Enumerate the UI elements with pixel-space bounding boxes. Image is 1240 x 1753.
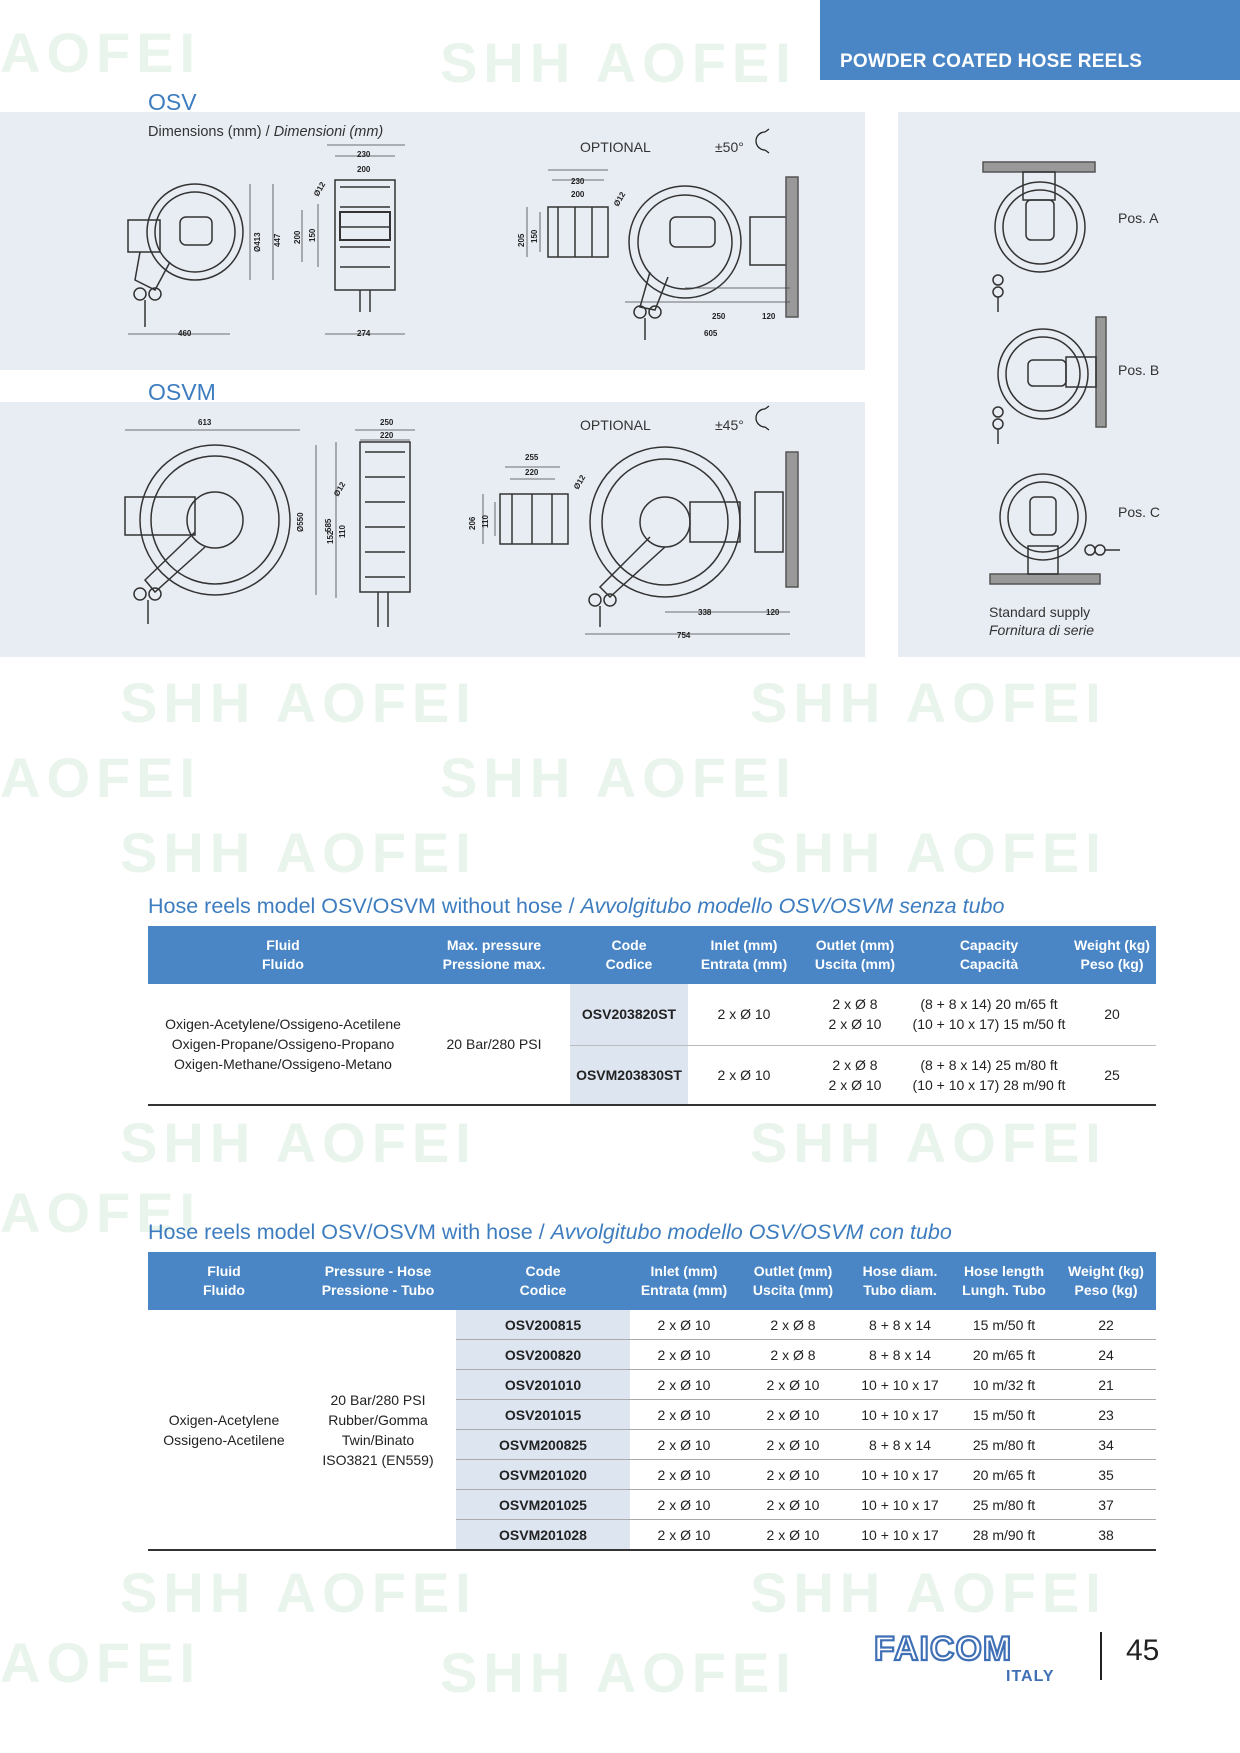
hose-diam-cell: 10 + 10 x 17 bbox=[848, 1490, 952, 1520]
hose-length-cell: 25 m/80 ft bbox=[952, 1430, 1056, 1460]
weight-cell: 23 bbox=[1056, 1400, 1156, 1430]
inlet-cell: 2 x Ø 10 bbox=[630, 1310, 738, 1340]
osv-dim: 150 bbox=[308, 228, 317, 242]
pos-b-mount bbox=[1096, 317, 1106, 427]
outlet-cell: 2 x Ø 10 bbox=[738, 1430, 848, 1460]
inlet-cell: 2 x Ø 10 bbox=[630, 1370, 738, 1400]
hose-length-cell: 28 m/90 ft bbox=[952, 1520, 1056, 1551]
outlet-cell: 2 x Ø 8 2 x Ø 10 bbox=[800, 984, 910, 1045]
col-weight: Weight (kg) Peso (kg) bbox=[1068, 926, 1156, 984]
code-cell: OSV203820ST bbox=[570, 984, 688, 1045]
rotate-arrow-icon bbox=[756, 409, 765, 427]
osv-optional-label: OPTIONAL bbox=[580, 139, 651, 155]
hose-length-cell: 20 m/65 ft bbox=[952, 1460, 1056, 1490]
watermark: AOFEI bbox=[0, 1631, 202, 1694]
watermark: SHH AOFEI bbox=[440, 31, 797, 94]
dimensions-label: Dimensions (mm) / Dimensioni (mm) bbox=[148, 124, 384, 140]
pos-c-mount bbox=[990, 574, 1100, 584]
osvm-dim: 250 bbox=[380, 418, 394, 427]
fluid-cell: Oxigen-Acetylene/Ossigeno-Acetilene Oxigen-Propane/Ossigeno-Propano Oxigen-Methane/Ossigeno-Metano bbox=[148, 984, 418, 1105]
table-without-hose bbox=[148, 926, 1156, 1106]
hose-length-cell: 15 m/50 ft bbox=[952, 1310, 1056, 1340]
osv-dim: 120 bbox=[762, 312, 776, 321]
weight-cell: 25 bbox=[1068, 1045, 1156, 1105]
osvm-dim: Ø12 bbox=[571, 473, 588, 491]
hose-diam-cell: 8 + 8 x 14 bbox=[848, 1340, 952, 1370]
osvm-side-drum bbox=[140, 445, 290, 595]
weight-cell: 22 bbox=[1056, 1310, 1156, 1340]
osvm-dim: 110 bbox=[338, 525, 347, 538]
code-cell: OSVM203830ST bbox=[570, 1045, 688, 1105]
inlet-cell: 2 x Ø 10 bbox=[630, 1340, 738, 1370]
watermark: SHH AOFEI bbox=[120, 1111, 477, 1174]
footer-divider bbox=[1100, 1632, 1102, 1680]
positions-drawings bbox=[898, 112, 1240, 657]
rotate-arrow-icon bbox=[756, 132, 765, 150]
pos-a-mount bbox=[983, 162, 1095, 172]
outlet-cell: 2 x Ø 8 bbox=[738, 1340, 848, 1370]
col-weight: Weight (kg) Peso (kg) bbox=[1056, 1252, 1156, 1310]
osvm-dim: 585 bbox=[324, 518, 333, 532]
osv-front-drum bbox=[335, 180, 395, 290]
inlet-cell: 2 x Ø 10 bbox=[630, 1520, 738, 1551]
pos-b-label: Pos. B bbox=[1118, 362, 1160, 378]
header-tab bbox=[820, 0, 1240, 80]
osvm-angle-label: ±45° bbox=[715, 417, 744, 433]
code-cell: OSVM200825 bbox=[456, 1430, 630, 1460]
capacity-cell: (8 + 8 x 14) 20 m/65 ft (10 + 10 x 17) 15 m/50 ft bbox=[910, 984, 1068, 1045]
outlet-cell: 2 x Ø 8 bbox=[738, 1310, 848, 1340]
col-capacity: Capacity Capacità bbox=[910, 926, 1068, 984]
osv-dim: 230 bbox=[357, 150, 371, 159]
table-header bbox=[148, 926, 1156, 984]
col-code: Code Codice bbox=[456, 1252, 630, 1310]
osv-angle-label: ±50° bbox=[715, 139, 744, 155]
osvm-dim: 613 bbox=[198, 418, 212, 427]
table1-title: Hose reels model OSV/OSVM without hose / Avvolgitubo modello OSV/OSVM senza tubo bbox=[148, 894, 1005, 918]
col-fluid: Fluid Fluido bbox=[148, 926, 418, 984]
col-hose-diam: Hose diam. Tubo diam. bbox=[848, 1252, 952, 1310]
osv-dim: 230 bbox=[571, 177, 585, 186]
hose-diam-cell: 10 + 10 x 17 bbox=[848, 1460, 952, 1490]
watermark: AOFEI bbox=[0, 746, 202, 809]
osv-dim: 200 bbox=[357, 165, 371, 174]
brand-wordmark: FAICOM bbox=[874, 1630, 1013, 1668]
osvm-front-drum bbox=[360, 442, 410, 592]
osvm-dim: 120 bbox=[766, 608, 780, 617]
osv-dim: 460 bbox=[178, 329, 192, 338]
inlet-cell: 2 x Ø 10 bbox=[630, 1460, 738, 1490]
code-cell: OSV201010 bbox=[456, 1370, 630, 1400]
code-cell: OSVM201025 bbox=[456, 1490, 630, 1520]
standard-supply-label: Standard supply Fornitura di serie bbox=[989, 604, 1095, 638]
code-cell: OSV200820 bbox=[456, 1340, 630, 1370]
watermark: AOFEI bbox=[0, 1181, 202, 1244]
watermark: SHH AOFEI bbox=[750, 1111, 1107, 1174]
osv-dim: 150 bbox=[530, 229, 539, 243]
osvm-dim: 206 bbox=[468, 516, 477, 530]
code-cell: OSV201015 bbox=[456, 1400, 630, 1430]
inlet-cell: 2 x Ø 10 bbox=[688, 1045, 800, 1105]
table-header bbox=[148, 1252, 1156, 1310]
weight-cell: 24 bbox=[1056, 1340, 1156, 1370]
weight-cell: 35 bbox=[1056, 1460, 1156, 1490]
hose-length-cell: 20 m/65 ft bbox=[952, 1340, 1056, 1370]
watermark: SHH AOFEI bbox=[750, 671, 1107, 734]
watermark: SHH AOFEI bbox=[440, 1641, 797, 1704]
osvm-dim: 338 bbox=[698, 608, 712, 617]
hose-diam-cell: 8 + 8 x 14 bbox=[848, 1310, 952, 1340]
watermark: SHH AOFEI bbox=[750, 1561, 1107, 1624]
osv-dim: Ø12 bbox=[611, 190, 628, 208]
osv-side-drum bbox=[147, 184, 243, 280]
code-cell: OSVM201028 bbox=[456, 1520, 630, 1551]
osvm-dim: 152 bbox=[326, 530, 335, 544]
inlet-cell: 2 x Ø 10 bbox=[688, 984, 800, 1045]
page-number: 45 bbox=[1126, 1634, 1160, 1667]
outlet-cell: 2 x Ø 10 bbox=[738, 1400, 848, 1430]
outlet-cell: 2 x Ø 10 bbox=[738, 1370, 848, 1400]
osvm-dim: 110 bbox=[481, 515, 490, 528]
inlet-cell: 2 x Ø 10 bbox=[630, 1430, 738, 1460]
osvm-dim: Ø12 bbox=[331, 480, 348, 498]
table-row bbox=[148, 1310, 1156, 1340]
osv-dim: 274 bbox=[357, 329, 371, 338]
weight-cell: 38 bbox=[1056, 1520, 1156, 1551]
osv-dim: 200 bbox=[293, 230, 302, 244]
hose-length-cell: 10 m/32 ft bbox=[952, 1370, 1056, 1400]
hose-diam-cell: 8 + 8 x 14 bbox=[848, 1430, 952, 1460]
weight-cell: 21 bbox=[1056, 1370, 1156, 1400]
inlet-cell: 2 x Ø 10 bbox=[630, 1400, 738, 1430]
code-cell: OSVM201020 bbox=[456, 1460, 630, 1490]
osvm-dim: 220 bbox=[380, 431, 394, 440]
col-outlet: Outlet (mm) Uscita (mm) bbox=[738, 1252, 848, 1310]
outlet-cell: 2 x Ø 10 bbox=[738, 1520, 848, 1551]
capacity-cell: (8 + 8 x 14) 25 m/80 ft (10 + 10 x 17) 28 m/90 ft bbox=[910, 1045, 1068, 1105]
hose-length-cell: 25 m/80 ft bbox=[952, 1490, 1056, 1520]
osvm-dim: 754 bbox=[677, 631, 691, 640]
watermark: SHH AOFEI bbox=[440, 746, 797, 809]
osv-title: OSV bbox=[148, 89, 197, 115]
hose-diam-cell: 10 + 10 x 17 bbox=[848, 1520, 952, 1551]
osvm-drawings bbox=[0, 402, 865, 657]
outlet-cell: 2 x Ø 10 bbox=[738, 1460, 848, 1490]
osv-dim: 200 bbox=[571, 190, 585, 199]
outlet-cell: 2 x Ø 10 bbox=[738, 1490, 848, 1520]
col-pressure-hose: Pressure - Hose Pressione - Tubo bbox=[300, 1252, 456, 1310]
watermark: SHH AOFEI bbox=[120, 671, 477, 734]
osv-dim: 605 bbox=[704, 329, 718, 338]
osvm-optional-label: OPTIONAL bbox=[580, 417, 651, 433]
osv-optional-drum bbox=[629, 186, 741, 298]
osvm-dim: Ø550 bbox=[296, 512, 305, 532]
osv-dim: 250 bbox=[712, 312, 726, 321]
watermark: SHH AOFEI bbox=[750, 821, 1107, 884]
brand-sub: ITALY bbox=[1006, 1668, 1055, 1684]
pressure-cell: 20 Bar/280 PSI bbox=[418, 984, 570, 1105]
pressure-hose-cell: 20 Bar/280 PSI Rubber/Gomma Twin/Binato ISO3821 (EN559) bbox=[300, 1310, 456, 1550]
faicom-logo bbox=[872, 1630, 1072, 1684]
pos-c-label: Pos. C bbox=[1118, 504, 1161, 520]
hose-length-cell: 15 m/50 ft bbox=[952, 1400, 1056, 1430]
weight-cell: 20 bbox=[1068, 984, 1156, 1045]
inlet-cell: 2 x Ø 10 bbox=[630, 1490, 738, 1520]
osvm-optional-bracket bbox=[500, 494, 568, 544]
pos-a-label: Pos. A bbox=[1118, 210, 1159, 226]
col-outlet: Outlet (mm) Uscita (mm) bbox=[800, 926, 910, 984]
osv-drawings bbox=[0, 112, 865, 370]
hose-diam-cell: 10 + 10 x 17 bbox=[848, 1370, 952, 1400]
col-pressure: Max. pressure Pressione max. bbox=[418, 926, 570, 984]
table-with-hose bbox=[148, 1252, 1156, 1551]
fluid-cell: Oxigen-Acetylene Ossigeno-Acetilene bbox=[148, 1310, 300, 1550]
osv-optional-bracket bbox=[548, 207, 608, 257]
weight-cell: 37 bbox=[1056, 1490, 1156, 1520]
osv-dim: 447 bbox=[273, 233, 282, 247]
col-hose-length: Hose length Lungh. Tubo bbox=[952, 1252, 1056, 1310]
osv-dim: 205 bbox=[517, 233, 526, 247]
weight-cell: 34 bbox=[1056, 1430, 1156, 1460]
col-inlet: Inlet (mm) Entrata (mm) bbox=[630, 1252, 738, 1310]
table-row bbox=[148, 984, 1156, 1045]
watermark: AOFEI bbox=[0, 21, 202, 84]
outlet-cell: 2 x Ø 8 2 x Ø 10 bbox=[800, 1045, 910, 1105]
col-code: Code Codice bbox=[570, 926, 688, 984]
watermark: SHH AOFEI bbox=[120, 821, 477, 884]
hose-diam-cell: 10 + 10 x 17 bbox=[848, 1400, 952, 1430]
col-fluid: Fluid Fluido bbox=[148, 1252, 300, 1310]
code-cell: OSV200815 bbox=[456, 1310, 630, 1340]
header-label: POWDER COATED HOSE REELS bbox=[840, 51, 1143, 72]
osvm-title: OSVM bbox=[148, 379, 216, 405]
osvm-dim: 255 bbox=[525, 453, 539, 462]
table2-title: Hose reels model OSV/OSVM with hose / Avvolgitubo modello OSV/OSVM con tubo bbox=[148, 1220, 952, 1244]
osv-dim: Ø12 bbox=[311, 180, 328, 198]
watermark: SHH AOFEI bbox=[120, 1561, 477, 1624]
col-inlet: Inlet (mm) Entrata (mm) bbox=[688, 926, 800, 984]
osv-dim: Ø413 bbox=[253, 232, 262, 252]
osvm-dim: 220 bbox=[525, 468, 539, 477]
